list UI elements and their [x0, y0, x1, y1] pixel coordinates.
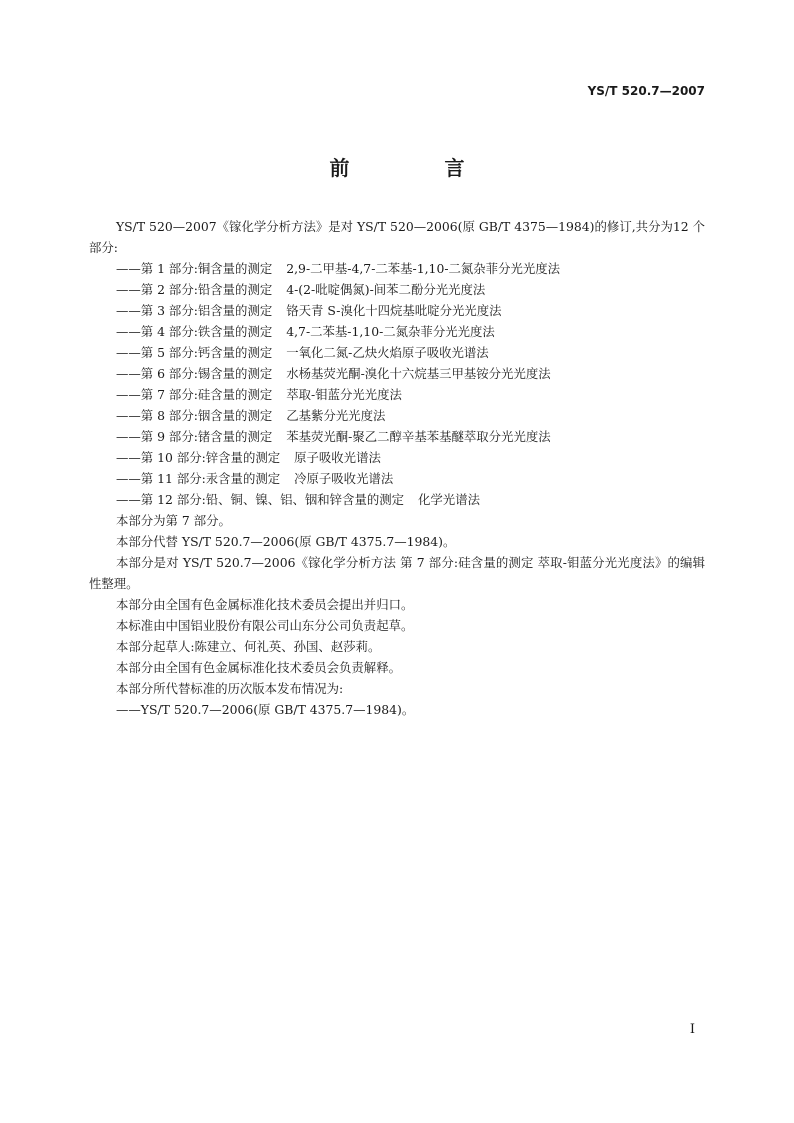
part-name: ——第 8 部分:铟含量的测定: [116, 408, 273, 423]
list-item: [89, 426, 705, 447]
history-item: ——YS/T 520.7—2006(原 GB/T 4375.7—1984)。: [116, 702, 415, 717]
foreword-body: [89, 216, 705, 720]
page-number: I: [689, 1022, 695, 1037]
part-name: ——第 12 部分:铅、铜、镍、铝、铟和锌含量的测定: [116, 492, 405, 507]
part-method: 一氧化二氮-乙炔火焰原子吸收光谱法: [286, 345, 489, 360]
part-method: 4,7-二苯基-1,10-二氮杂菲分光光度法: [286, 324, 495, 339]
drafters-statement: 本部分起草人:陈建立、何礼英、孙国、赵莎莉。: [116, 639, 381, 654]
list-item: [89, 279, 705, 300]
part-name: ——第 5 部分:钙含量的测定: [116, 345, 273, 360]
part-method: 水杨基荧光酮-溴化十六烷基三甲基铵分光光度法: [286, 366, 551, 381]
replaces-statement: 本部分代替 YS/T 520.7—2006(原 GB/T 4375.7—1984)。: [116, 534, 456, 549]
interpreted-by-statement: 本部分由全国有色金属标准化技术委员会负责解释。: [116, 660, 401, 675]
part-method: 萃取-钼蓝分光光度法: [286, 387, 402, 402]
parts-list: [89, 258, 705, 510]
part-name: ——第 7 部分:硅含量的测定: [116, 387, 273, 402]
drafted-by-statement: 本标准由中国铝业股份有限公司山东分公司负责起草。: [116, 618, 414, 633]
list-item: [89, 258, 705, 279]
part-name: ——第 9 部分:锗含量的测定: [116, 429, 273, 444]
list-item: [89, 468, 705, 489]
history-intro: 本部分所代替标准的历次版本发布情况为:: [116, 681, 344, 696]
part-name: ——第 1 部分:铜含量的测定: [116, 261, 273, 276]
standard-number: YS/T 520.7—2007: [587, 84, 705, 98]
part-name: ——第 10 部分:锌含量的测定: [116, 450, 281, 465]
part-name: ——第 4 部分:铁含量的测定: [116, 324, 273, 339]
part-method: 铬天青 S-溴化十四烷基吡啶分光光度法: [286, 303, 502, 318]
part-method: 乙基紫分光光度法: [286, 408, 386, 423]
list-item: [89, 342, 705, 363]
part-name: ——第 2 部分:铅含量的测定: [116, 282, 273, 297]
part-name: ——第 11 部分:汞含量的测定: [116, 471, 281, 486]
list-item: [89, 300, 705, 321]
list-item: [89, 405, 705, 426]
list-item: [89, 489, 705, 510]
list-item: [89, 447, 705, 468]
part-method: 苯基荧光酮-聚乙二醇辛基苯基醚萃取分光光度法: [286, 429, 551, 444]
list-item: [89, 363, 705, 384]
part-method: 4-(2-吡啶偶氮)-间苯二酚分光光度法: [286, 282, 486, 297]
revision-statement: 本部分是对 YS/T 520.7—2006《镓化学分析方法 第 7 部分:硅含量的测定 萃取-钼蓝分光光度法》的编辑性整理。: [89, 555, 705, 591]
is-part-statement: 本部分为第 7 部分。: [116, 513, 231, 528]
intro-paragraph: YS/T 520—2007《镓化学分析方法》是对 YS/T 520—2006(原 GB/T 4375—1984)的修订,共分为12 个部分:: [89, 219, 705, 255]
part-method: 2,9-二甲基-4,7-二苯基-1,10-二氮杂菲分光光度法: [286, 261, 561, 276]
part-method: 化学光谱法: [418, 492, 480, 507]
part-method: 冷原子吸收光谱法: [294, 471, 394, 486]
list-item: [89, 321, 705, 342]
proposed-by-statement: 本部分由全国有色金属标准化技术委员会提出并归口。: [116, 597, 414, 612]
page-title: 前 言: [329, 156, 509, 180]
part-name: ——第 3 部分:铝含量的测定: [116, 303, 273, 318]
list-item: [89, 384, 705, 405]
part-name: ——第 6 部分:锡含量的测定: [116, 366, 273, 381]
part-method: 原子吸收光谱法: [294, 450, 381, 465]
